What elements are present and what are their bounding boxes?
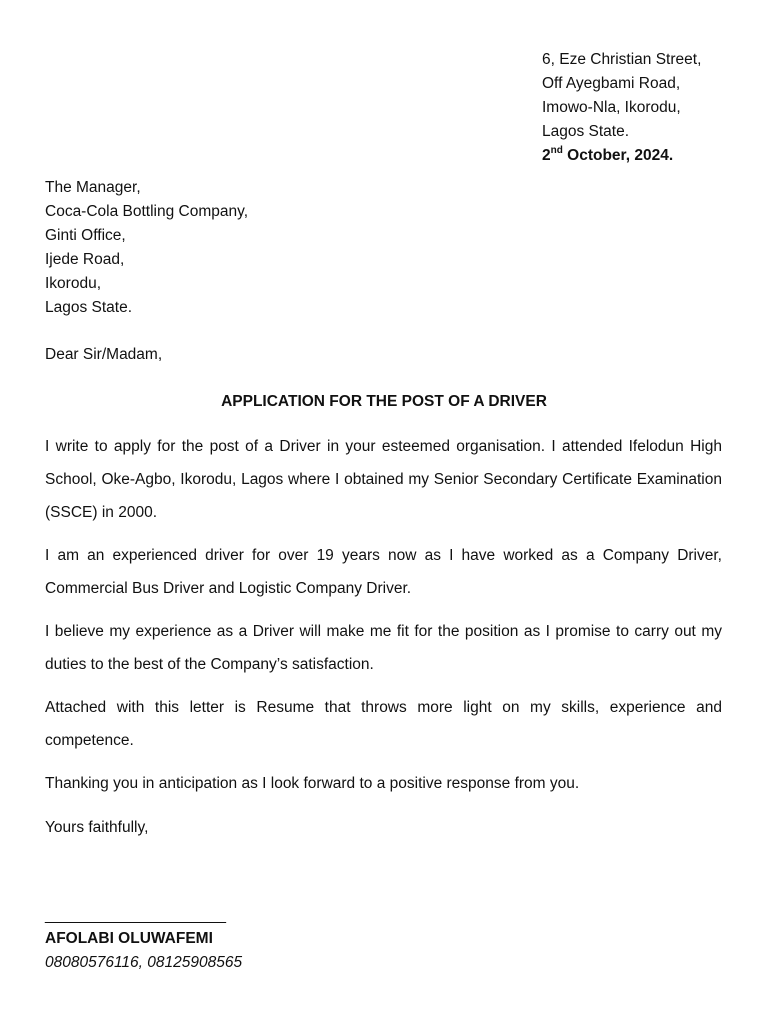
sender-address-line: Imowo-Nla, Ikorodu,: [542, 99, 681, 116]
salutation: Dear Sir/Madam,: [45, 346, 163, 363]
sender-address-line: 6, Eze Christian Street,: [542, 51, 702, 68]
date-rest: October, 2024.: [562, 147, 674, 164]
body-paragraph: Thanking you in anticipation as I look forward to a positive response from you.: [45, 775, 580, 792]
recipient-address-line: Ikorodu,: [45, 275, 102, 292]
date-suffix: nd: [550, 144, 563, 156]
letter-date: [542, 144, 762, 168]
recipient-address-line: Coca-Cola Bottling Company,: [45, 203, 249, 220]
complimentary-close: Yours faithfully,: [45, 819, 149, 836]
sender-address-line: Lagos State.: [542, 123, 630, 140]
body-paragraph: Attached with this letter is Resume that throws more light on my skills, experience and competence.: [45, 699, 722, 749]
recipient-address-line: Lagos State.: [45, 299, 133, 316]
recipient-address-line: The Manager,: [45, 179, 141, 196]
sender-address-line: Off Ayegbami Road,: [542, 75, 681, 92]
recipient-address-line: Ginti Office,: [45, 227, 126, 244]
signature-line: _____________________: [45, 907, 227, 924]
phone-numbers: 08080576116, 08125908565: [45, 954, 243, 971]
recipient-address-line: Ijede Road,: [45, 251, 125, 268]
body-paragraph: I write to apply for the post of a Driver in your esteemed organisation. I attended Ifelodun High School, Oke-Agbo, Ikorodu, Lagos where I obtained my Senior Secondary Certificate Examination (SSCE) in 2000.: [45, 438, 722, 521]
date-day: 2: [542, 147, 551, 164]
signatory-name: AFOLABI OLUWAFEMI: [45, 930, 213, 947]
recipient-address: [45, 176, 248, 320]
body-paragraph: I believe my experience as a Driver will make me fit for the position as I promise to carry out my duties to the best of the Company’s satisfaction.: [45, 623, 722, 673]
letter-subject: APPLICATION FOR THE POST OF A DRIVER: [221, 393, 547, 410]
sender-address: [542, 48, 762, 168]
body-paragraph: I am an experienced driver for over 19 years now as I have worked as a Company Driver, Commercial Bus Driver and Logistic Company Driver.: [45, 547, 722, 597]
letter-body: [45, 430, 722, 810]
